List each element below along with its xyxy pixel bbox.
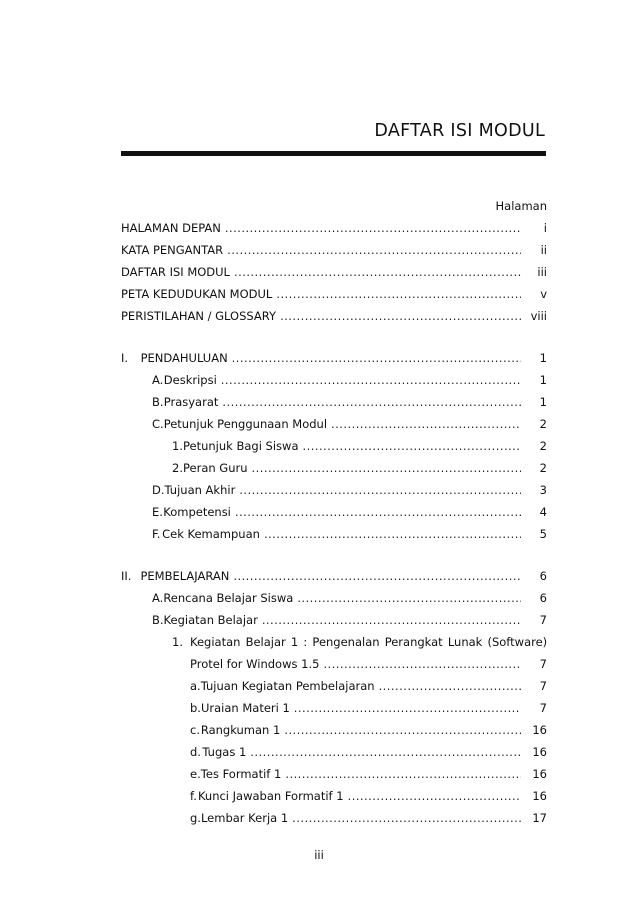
toc-entry-daftar-isi[interactable]	[121, 264, 547, 280]
toc-entry-uraian-materi[interactable]	[190, 700, 547, 716]
toc-entry-peran-guru[interactable]	[172, 460, 547, 476]
toc-entry-petunjuk-penggunaan[interactable]	[152, 416, 547, 432]
toc-entry-halaman-depan[interactable]	[121, 220, 547, 236]
toc-entry-page: 3	[539, 483, 547, 497]
leader-dots	[292, 810, 521, 826]
toc-entry-page: 16	[532, 745, 547, 759]
toc-entry-kegiatan-belajar[interactable]	[152, 612, 547, 628]
leader-dots	[227, 242, 521, 258]
toc-entry-cek-kemampuan[interactable]	[152, 526, 547, 542]
toc-entry-tujuan-akhir[interactable]	[152, 482, 547, 498]
entry-number: 1.	[172, 635, 183, 649]
toc-entry-label: PEMBELAJARAN	[140, 569, 230, 583]
entry-number: f.	[190, 789, 197, 803]
leader-dots	[280, 308, 521, 324]
entry-number: e.	[190, 767, 201, 781]
toc-entry-label: Tujuan Akhir	[164, 483, 236, 497]
toc-entry-page: 7	[539, 679, 547, 693]
toc-entry-kegiatan-belajar-1-line2[interactable]	[190, 656, 547, 672]
toc-entry-label: Kegiatan Belajar 1 : Pengenalan Perangkat Lunak (Software)	[190, 635, 548, 649]
toc-entry-label: Uraian Materi 1	[200, 701, 290, 715]
toc-entry-kunci-jawaban[interactable]	[190, 788, 547, 804]
entry-number: A.	[152, 591, 164, 605]
leader-dots	[252, 460, 521, 476]
toc-entry-label: Cek Kemampuan	[162, 527, 260, 541]
toc-entry-label: Tujuan Kegiatan Pembelajaran	[200, 679, 375, 693]
toc-entry-page: 16	[532, 789, 547, 803]
toc-entry-page: 7	[539, 613, 547, 627]
entry-number: a.	[190, 679, 201, 693]
entry-number: E.	[152, 505, 163, 519]
entry-number: g.	[190, 811, 201, 825]
toc-entry-label: DAFTAR ISI MODUL	[121, 265, 230, 279]
toc-entry-label: Tes Formatif 1	[200, 767, 282, 781]
toc-entry-page: 5	[539, 527, 547, 541]
toc-entry-label: Prasyarat	[163, 395, 219, 409]
leader-dots	[331, 416, 521, 432]
leader-dots	[262, 612, 521, 628]
toc-entry-page: 6	[539, 591, 547, 605]
toc-entry-label: HALAMAN DEPAN	[121, 221, 221, 235]
toc-entry-page: 4	[539, 505, 547, 519]
entry-number: F.	[152, 527, 161, 541]
toc-entry-page: v	[540, 287, 547, 301]
toc-entry-label: Peran Guru	[182, 461, 248, 475]
toc-entry-page: 1	[539, 373, 547, 387]
leader-dots	[234, 264, 521, 280]
toc-entry-label: PERISTILAHAN / GLOSSARY	[121, 309, 277, 323]
toc-entry-kegiatan-belajar-1-line1[interactable]	[172, 634, 547, 650]
toc-entry-label: Rencana Belajar Siswa	[163, 591, 294, 605]
toc-entry-page: 1	[539, 351, 547, 365]
toc-entry-label: PETA KEDUDUKAN MODUL	[121, 287, 273, 301]
entry-number: c.	[190, 723, 200, 737]
leader-dots	[284, 722, 521, 738]
entry-number: B.	[152, 613, 164, 627]
toc-entry-kata-pengantar[interactable]	[121, 242, 547, 258]
toc-chapter-pendahuluan[interactable]	[121, 350, 547, 366]
leader-dots	[285, 766, 521, 782]
leader-dots	[303, 438, 522, 454]
leader-dots	[222, 394, 521, 410]
leader-dots	[294, 700, 521, 716]
leader-dots	[235, 504, 521, 520]
toc-entry-petunjuk-siswa[interactable]	[172, 438, 547, 454]
toc-entry-rangkuman[interactable]	[190, 722, 547, 738]
entry-number: 2.	[172, 461, 183, 475]
title-rule	[121, 151, 546, 156]
chapter-number: I.	[121, 351, 129, 365]
toc-entry-label: Petunjuk Bagi Siswa	[182, 439, 299, 453]
entry-number: C.	[152, 417, 164, 431]
leader-dots	[276, 286, 521, 302]
entry-number: 1.	[172, 439, 183, 453]
leader-dots	[323, 656, 521, 672]
toc-entry-tes-formatif[interactable]	[190, 766, 547, 782]
toc-entry-label: KATA PENGANTAR	[121, 243, 224, 257]
toc-entry-page: 7	[539, 701, 547, 715]
toc-entry-page: 7	[539, 657, 547, 671]
toc-entry-page: 2	[539, 439, 547, 453]
entry-number: d.	[190, 745, 201, 759]
toc-entry-lembar-kerja[interactable]	[190, 810, 547, 826]
page-number-footer: iii	[314, 848, 324, 862]
toc-entry-kompetensi[interactable]	[152, 504, 547, 520]
leader-dots	[239, 482, 521, 498]
toc-entry-page: i	[543, 221, 547, 235]
toc-entry-page: ii	[540, 243, 547, 257]
entry-number: A.	[152, 373, 164, 387]
toc-entry-label: Deskripsi	[163, 373, 217, 387]
leader-dots	[379, 678, 521, 694]
toc-entry-page: 2	[539, 417, 547, 431]
toc-entry-prasyarat[interactable]	[152, 394, 547, 410]
leader-dots	[221, 372, 521, 388]
toc-entry-label: Protel for Windows 1.5	[190, 657, 320, 671]
leader-dots	[233, 568, 521, 584]
toc-entry-page: 6	[539, 569, 547, 583]
leader-dots	[250, 744, 521, 760]
toc-chapter-pembelajaran[interactable]	[121, 568, 547, 584]
leader-dots	[264, 526, 521, 542]
toc-entry-label: Kompetensi	[163, 505, 231, 519]
toc-entry-tujuan-kegiatan[interactable]	[190, 678, 547, 694]
toc-entry-rencana-belajar[interactable]	[152, 590, 547, 606]
leader-dots	[225, 220, 521, 236]
toc-entry-tugas[interactable]	[190, 744, 547, 760]
toc-entry-deskripsi[interactable]	[152, 372, 547, 388]
toc-entry-label: Rangkuman 1	[200, 723, 281, 737]
toc-entry-page: iii	[537, 265, 547, 279]
toc-entry-page: 16	[532, 723, 547, 737]
toc-entry-label: Tugas 1	[202, 745, 247, 759]
toc-entry-label: Kunci Jawaban Formatif 1	[197, 789, 344, 803]
page-title: DAFTAR ISI MODUL	[374, 121, 545, 141]
toc-entry-page: 16	[532, 767, 547, 781]
page-column-header: Halaman	[495, 199, 547, 213]
leader-dots	[232, 350, 521, 366]
toc-entry-peta-kedudukan[interactable]	[121, 286, 547, 302]
toc-entry-page: viii	[530, 309, 547, 323]
chapter-number: II.	[121, 569, 132, 583]
entry-number: B.	[152, 395, 164, 409]
toc-entry-label: Kegiatan Belajar	[163, 613, 258, 627]
toc-entry-peristilahan[interactable]	[121, 308, 547, 324]
entry-number: b.	[190, 701, 201, 715]
leader-dots	[348, 788, 521, 804]
entry-number: D.	[152, 483, 165, 497]
toc-entry-label: PENDAHULUAN	[140, 351, 228, 365]
toc-entry-page: 17	[532, 811, 547, 825]
toc-entry-label: Lembar Kerja 1	[200, 811, 289, 825]
toc-entry-label: Petunjuk Penggunaan Modul	[163, 417, 328, 431]
toc-entry-page: 2	[539, 461, 547, 475]
leader-dots	[297, 590, 521, 606]
toc-entry-page: 1	[539, 395, 547, 409]
